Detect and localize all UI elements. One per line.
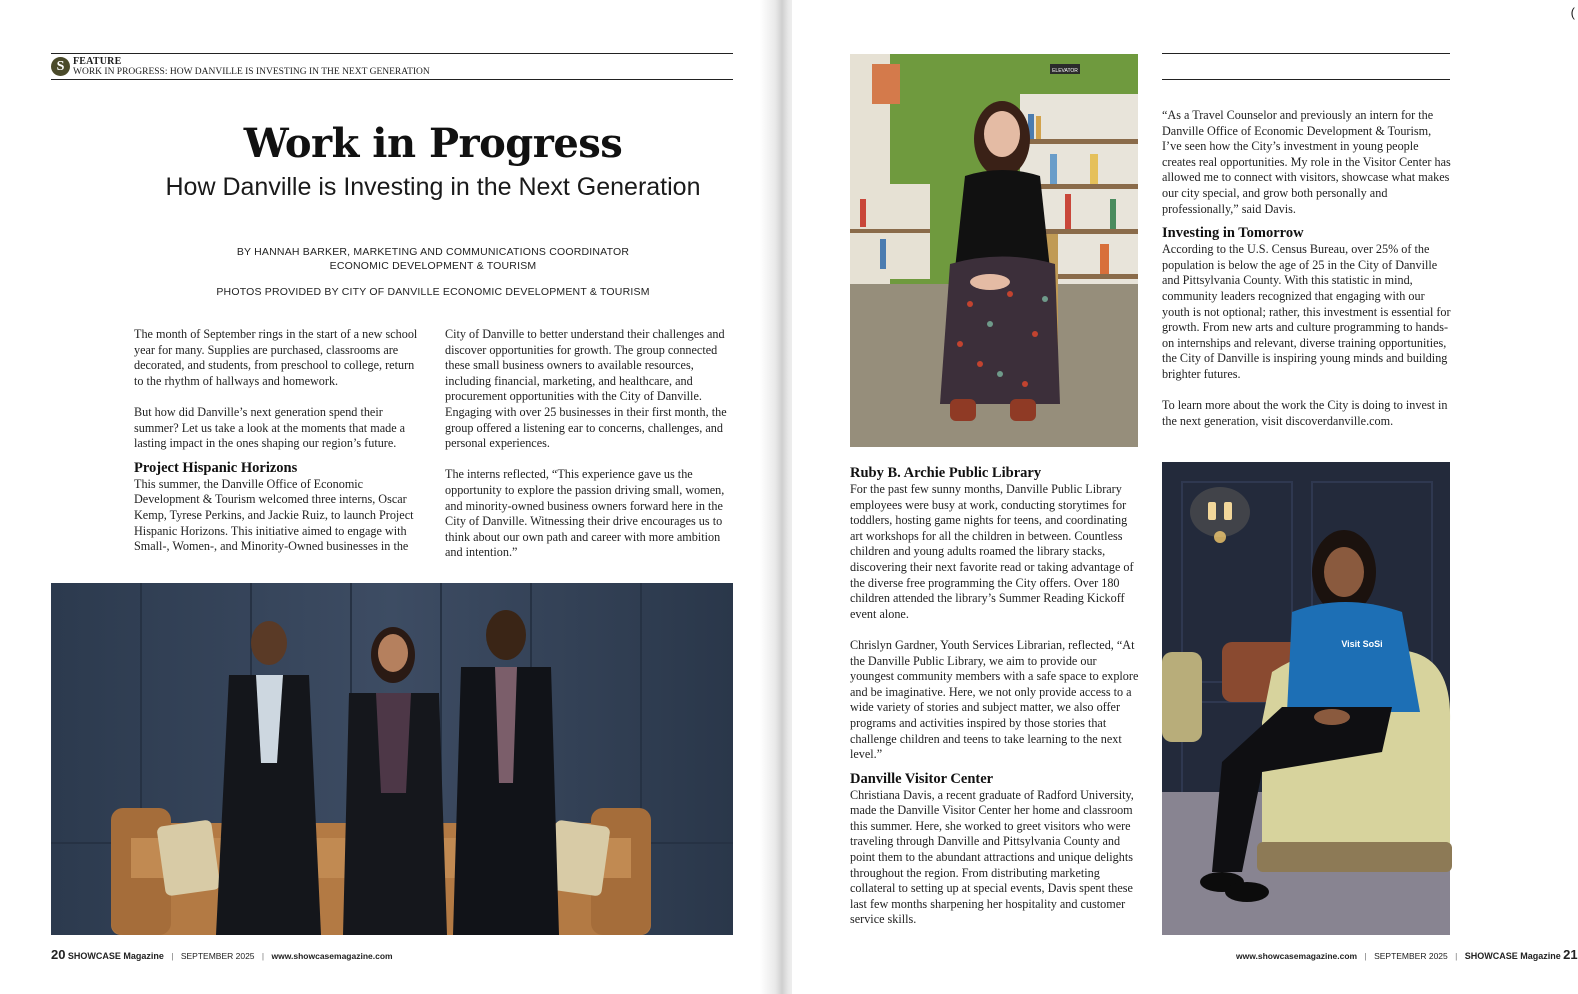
section-heading: Danville Visitor Center <box>850 770 994 787</box>
right-page <box>792 0 1578 994</box>
footer-website: www.showcasemagazine.com <box>1236 951 1358 961</box>
byline-department: ECONOMIC DEVELOPMENT & TOURISM <box>329 260 537 272</box>
right-column-2 <box>1162 108 1452 445</box>
footer-magazine: SHOWCASE Magazine <box>67 951 164 961</box>
paragraph: For the past few sunny months, Danville Public Library employees were busy at work, conducting storytimes for toddlers, hosting game nights for teens, and coordinating art workshops for all the children in between. Countless children and young adults roamed the library stacks, discovering their next favorite read or taking advantage of the diverse free programming the City offers. Over 180 children attended the library’s Summer Reading Kickoff event alone. <box>850 482 1134 621</box>
footer-date: SEPTEMBER 2025 <box>180 951 255 961</box>
section-heading: Ruby B. Archie Public Library <box>850 465 1042 481</box>
paragraph: City of Danville to better understand their challenges and discover opportunities for growth. The group connected these small business owners to available resources, including financial, marketing, and healthcare, and procurement opportunities with the City of Danville. Engaging with over 25 businesses in their first month, the group offered a listening ear to concerns, challenges, and personal experiences. <box>445 327 727 451</box>
section-heading: Investing in Tomorrow <box>1162 225 1304 242</box>
paragraph: The interns reflected, “This experience gave us the opportunity to explore the passion driving small, women, and minority-owned business owners forward here in the City of Danville. Witnessing their drive encourages us to think about our own path and career with more ambition and intention.” <box>445 467 725 560</box>
byline-author: BY HANNAH BARKER, MARKETING AND COMMUNICATIONS COORDINATOR <box>236 246 630 258</box>
paragraph: Christiana Davis, a recent graduate of Radford University, made the Danville Visitor Center her home and classroom this summer. Here, she worked to greet visitors who were traveling through Danville and Pittsylvania County and point them to the abundant attractions and unique delights throughout the region. From distributing marketing collateral to setting up at special events, Davis spent these last few months sharpening her hospitality and customer service skills. <box>850 787 1134 927</box>
footer-separator: | <box>1455 951 1458 961</box>
elevator-sign: ELEVATOR <box>1052 68 1078 74</box>
right-footer <box>1236 947 1578 962</box>
page-number: 21 <box>1563 947 1578 962</box>
column-second-rule <box>1162 79 1450 80</box>
paragraph: “As a Travel Counselor and previously an intern for the Danville Office of Economic Development & Tourism, I’ve seen how the City’s investment in young people creates real opportunities. My role in the Visitor Center has allowed me to connect with visitors, showcase what makes our city special, and grow both personally and professionally,” said Davis. <box>1162 108 1451 216</box>
left-column-2 <box>445 327 733 577</box>
header-top-rule <box>51 53 733 54</box>
paragraph: Chrislyn Gardner, Youth Services Librarian, reflected, “At the Danville Public Library, we aim to provide our youngest community members with a safe space to explore and be imaginative. Here, we not only provide access to a wide variety of stories and subject matter, we also offer programs and activities inspired by those stories that challenge children and teens to take learning to the next level.” <box>850 637 1139 762</box>
footer-magazine: SHOWCASE Magazine <box>1464 951 1561 961</box>
page-edge-mark: ( <box>1570 5 1575 20</box>
photo-credit: PHOTOS PROVIDED BY CITY OF DANVILLE ECONOMIC DEVELOPMENT & TOURISM <box>216 286 650 298</box>
visitor-center-photo <box>1162 462 1450 935</box>
page-number: 20 <box>51 947 66 962</box>
section-label: FEATURE <box>73 56 122 67</box>
magazine-logo-icon: S <box>51 57 70 76</box>
section-heading: Project Hispanic Horizons <box>134 459 298 476</box>
paragraph: But how did Danville’s next generation spend their summer? Let us take a look at the moments that made a lasting impact in the ones shaping our region’s future. <box>134 404 406 451</box>
paragraph: This summer, the Danville Office of Economic Development & Tourism welcomed three interns, Oscar Kemp, Tyrese Perkins, and Jackie Ruiz, to launch Project Hispanic Horizons. This initiative aimed to engage with Small-, Women-, and Minority-Owned businesses in the <box>134 476 414 554</box>
left-footer <box>51 947 393 962</box>
article-title: Work in Progress <box>243 120 623 167</box>
paragraph: The month of September rings in the start of a new school year for many. Supplies are purchased, classrooms are decorated, and students, from preschool to college, return to the rhythm of hallways and homework. <box>134 327 418 388</box>
right-column-1 <box>850 465 1140 944</box>
footer-date: SEPTEMBER 2025 <box>1374 951 1448 961</box>
left-column-1 <box>134 327 424 570</box>
section-subtitle: WORK IN PROGRESS: HOW DANVILLE IS INVESTING IN THE NEXT GENERATION <box>73 67 430 77</box>
header-bottom-rule <box>51 79 733 80</box>
shirt-logo: Visit SoSi <box>1341 639 1383 649</box>
paragraph: To learn more about the work the City is doing to invest in the next generation, visit discoverdanville.com. <box>1162 398 1448 428</box>
interns-photo <box>51 583 733 935</box>
footer-separator: | <box>1364 951 1367 961</box>
footer-website: www.showcasemagazine.com <box>271 951 393 961</box>
byline <box>134 245 732 273</box>
column-top-rule <box>1162 53 1450 54</box>
library-photo <box>850 54 1138 447</box>
left-page <box>0 0 772 994</box>
paragraph: According to the U.S. Census Bureau, over 25% of the population is below the age of 25 in the City of Danville and Pittsylvania County. With this statistic in mind, community leaders recognized that engaging with our youth is not optional; rather, this investment is essential for growth. From new arts and culture programming to hands-on internships and relevant, diverse training opportunities, the City of Danville is inspiring young minds and building brighter futures. <box>1162 242 1451 381</box>
article-subtitle: How Danville is Investing in the Next Generation <box>165 173 701 201</box>
footer-separator: | <box>171 951 174 961</box>
footer-separator: | <box>261 951 265 961</box>
